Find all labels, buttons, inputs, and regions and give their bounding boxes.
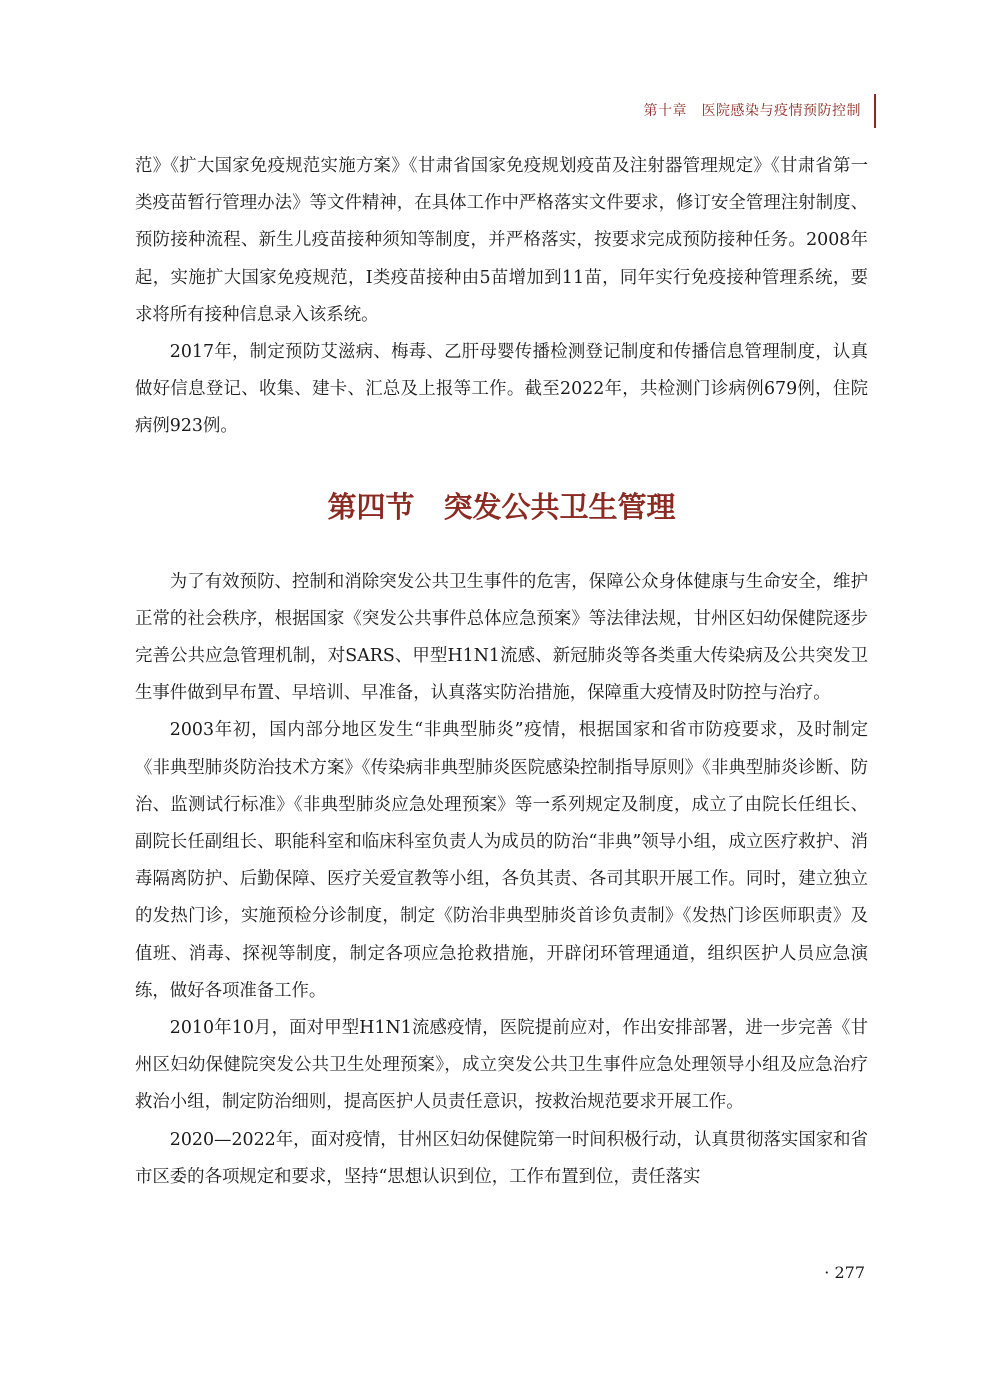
paragraph-2003: 2003年初，国内部分地区发生“非典型肺炎”疫情，根据国家和省市防疫要求，及时制定《非典型肺炎防治技术方案》《传染病非典型肺炎医院感染控制指导原则》《非典型肺炎诊断、防治、监测试行标准》《非典型肺炎应急处理预案》等一系列规定及制度，成立了由院长任组长、副院长任副组长、职能科室和临床科室负责人为成员的防治“非典”领导小组，成立医疗救护、消毒隔离防护、后勤保障、医疗关爱宣教等小组，各负其责、各司其职开展工作。同时，建立独立的发热门诊，实施预检分诊制度，制定《防治非典型肺炎首诊负责制》《发热门诊医师职责》及值班、消毒、探视等制度，制定各项应急抢救措施，开辟闭环管理通道，组织医护人员应急演练，做好各项准备工作。 [135,720,868,1001]
header-divider [874,94,876,128]
page-number: · 277 [824,1263,865,1282]
page-body [135,148,868,1196]
paragraph-2017: 2017年，制定预防艾滋病、梅毒、乙肝母婴传播检测登记制度和传播信息管理制度，认真做好信息登记、收集、建卡、汇总及上报等工作。截至2022年，共检测门诊病例679例，住院病例923例。 [135,342,868,437]
running-header-title: 第十章 医院感染与疫情预防控制 [643,103,861,119]
paragraph-2010: 2010年10月，面对甲型H1N1流感疫情，医院提前应对，作出安排部署，进一步完善《甘州区妇幼保健院突发公共卫生处理预案》，成立突发公共卫生事件应急处理领导小组及应急治疗救治小组，制定防治细则，提高医护人员责任意识，按救治规范要求开展工作。 [135,1018,868,1113]
paragraph-continuation: 范》《扩大国家免疫规范实施方案》《甘肃省国家免疫规划疫苗及注射器管理规定》《甘肃省第一类疫苗暂行管理办法》等文件精神，在具体工作中严格落实文件要求，修订安全管理注射制度、预防接种流程、新生儿疫苗接种须知等制度，并严格落实，按要求完成预防接种任务。2008年起，实施扩大国家免疫规范，Ⅰ类疫苗接种由5苗增加到11苗，同年实行免疫接种管理系统，要求将所有接种信息录入该系统。 [135,156,868,325]
section-title: 第四节 突发公共卫生管理 [327,489,676,524]
paragraph-intro: 为了有效预防、控制和消除突发公共卫生事件的危害，保障公众身体健康与生命安全，维护正常的社会秩序，根据国家《突发公共事件总体应急预案》等法律法规，甘州区妇幼保健院逐步完善公共应急管理机制，对SARS、甲型H1N1流感、新冠肺炎等各类重大传染病及公共突发卫生事件做到早布置、早培训、早准备，认真落实防治措施，保障重大疫情及时防控与治疗。 [135,571,868,704]
paragraph-2020: 2020—2022年，面对疫情，甘州区妇幼保健院第一时间积极行动，认真贯彻落实国家和省市区委的各项规定和要求，坚持“思想认识到位，工作布置到位，责任落实 [135,1129,868,1187]
